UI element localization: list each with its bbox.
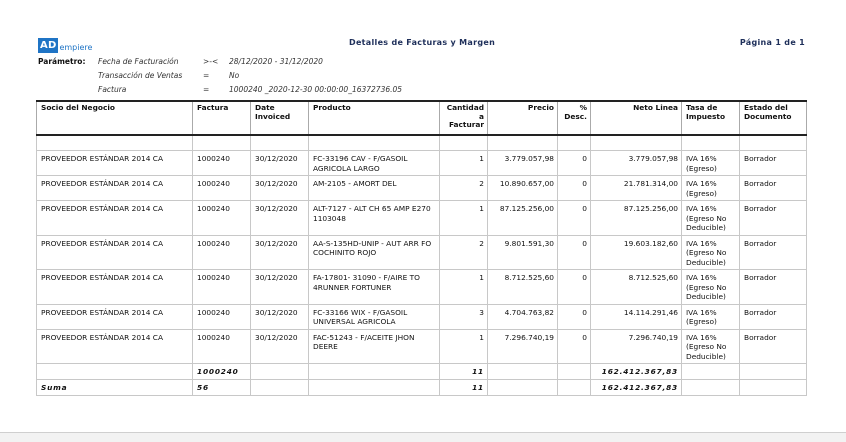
cell-precio: 7.296.740,19 bbox=[488, 329, 558, 364]
cell-descuento: 0 bbox=[558, 329, 591, 364]
sum-label: Suma bbox=[37, 380, 193, 396]
table-row bbox=[37, 151, 807, 176]
cell-neto: 19.603.182,60 bbox=[591, 235, 682, 270]
cell-descuento: 0 bbox=[558, 201, 591, 236]
table-header-row bbox=[37, 101, 807, 135]
cell-tasa: IVA 16% (Egreso No Deducible) bbox=[682, 201, 740, 236]
cell-descuento: 0 bbox=[558, 304, 591, 329]
cell-factura: 1000240 bbox=[193, 151, 251, 176]
cell-date: 30/12/2020 bbox=[251, 201, 309, 236]
cell-producto: AM-2105 - AMORT DEL bbox=[309, 176, 440, 201]
cell-empty bbox=[740, 364, 807, 380]
cell-estado: Borrador bbox=[740, 235, 807, 270]
table-row bbox=[37, 329, 807, 364]
cell-empty bbox=[558, 364, 591, 380]
cell-cantidad: 1 bbox=[440, 151, 488, 176]
cell-empty bbox=[309, 364, 440, 380]
logo-text: empiere bbox=[59, 42, 93, 52]
cell-descuento: 0 bbox=[558, 270, 591, 305]
cell-precio: 8.712.525,60 bbox=[488, 270, 558, 305]
cell-neto: 7.296.740,19 bbox=[591, 329, 682, 364]
adempiere-logo bbox=[38, 37, 92, 53]
parameter-row bbox=[38, 71, 518, 85]
cell-estado: Borrador bbox=[740, 304, 807, 329]
cell-tasa: IVA 16% (Egreso) bbox=[682, 304, 740, 329]
cell-factura: 1000240 bbox=[193, 201, 251, 236]
cell-socio: PROVEEDOR ESTÁNDAR 2014 CA bbox=[37, 235, 193, 270]
cell-tasa: IVA 16% (Egreso) bbox=[682, 176, 740, 201]
cell-socio: PROVEEDOR ESTÁNDAR 2014 CA bbox=[37, 151, 193, 176]
cell-cantidad: 2 bbox=[440, 176, 488, 201]
cell-producto: FC-33166 WIX - F/GASOIL UNIVERSAL AGRICOLA bbox=[309, 304, 440, 329]
parameter-name: Factura bbox=[98, 85, 127, 94]
column-header-tasa-impuesto: Tasa de Impuesto bbox=[682, 101, 740, 135]
cell-date: 30/12/2020 bbox=[251, 329, 309, 364]
cell-socio: PROVEEDOR ESTÁNDAR 2014 CA bbox=[37, 329, 193, 364]
cell-estado: Borrador bbox=[740, 201, 807, 236]
table-row bbox=[37, 270, 807, 305]
cell-descuento: 0 bbox=[558, 176, 591, 201]
column-header-descuento: % Desc. bbox=[558, 101, 591, 135]
sum-neto: 162.412.367,83 bbox=[591, 380, 682, 396]
cell-descuento: 0 bbox=[558, 235, 591, 270]
cell-neto: 21.781.314,00 bbox=[591, 176, 682, 201]
cell-empty bbox=[488, 380, 558, 396]
sum-cantidad: 11 bbox=[440, 380, 488, 396]
group-total-cantidad: 11 bbox=[440, 364, 488, 380]
cell-empty bbox=[309, 380, 440, 396]
cell-empty bbox=[740, 380, 807, 396]
cell-estado: Borrador bbox=[740, 176, 807, 201]
parameter-row bbox=[38, 85, 518, 99]
cell-factura: 1000240 bbox=[193, 329, 251, 364]
cell-empty bbox=[682, 380, 740, 396]
cell-neto: 87.125.256,00 bbox=[591, 201, 682, 236]
column-header-producto: Producto bbox=[309, 101, 440, 135]
cell-date: 30/12/2020 bbox=[251, 235, 309, 270]
page-number: Página 1 de 1 bbox=[739, 38, 805, 47]
sum-row bbox=[37, 380, 807, 396]
cell-producto: FAC-51243 - F/ACEITE JHON DEERE bbox=[309, 329, 440, 364]
cell-cantidad: 1 bbox=[440, 201, 488, 236]
invoice-detail-table bbox=[36, 100, 807, 396]
cell-estado: Borrador bbox=[740, 329, 807, 364]
cell-tasa: IVA 16% (Egreso No Deducible) bbox=[682, 235, 740, 270]
cell-cantidad: 1 bbox=[440, 329, 488, 364]
cell-empty bbox=[251, 364, 309, 380]
cell-empty bbox=[37, 364, 193, 380]
cell-socio: PROVEEDOR ESTÁNDAR 2014 CA bbox=[37, 270, 193, 305]
cell-estado: Borrador bbox=[740, 270, 807, 305]
column-header-estado: Estado del Documento bbox=[740, 101, 807, 135]
cell-date: 30/12/2020 bbox=[251, 176, 309, 201]
cell-neto: 3.779.057,98 bbox=[591, 151, 682, 176]
parameter-value: 28/12/2020 - 31/12/2020 bbox=[229, 57, 323, 66]
group-total-neto: 162.412.367,83 bbox=[591, 364, 682, 380]
table-row bbox=[37, 176, 807, 201]
cell-factura: 1000240 bbox=[193, 304, 251, 329]
logo-box: AD bbox=[40, 39, 57, 51]
cell-cantidad: 1 bbox=[440, 270, 488, 305]
report-title: Detalles de Facturas y Margen bbox=[349, 38, 496, 47]
cell-cantidad: 3 bbox=[440, 304, 488, 329]
cell-neto: 8.712.525,60 bbox=[591, 270, 682, 305]
cell-precio: 10.890.657,00 bbox=[488, 176, 558, 201]
cell-factura: 1000240 bbox=[193, 235, 251, 270]
cell-producto: FC-33196 CAV - F/GASOIL AGRICOLA LARGO bbox=[309, 151, 440, 176]
column-header-factura: Factura bbox=[193, 101, 251, 135]
cell-tasa: IVA 16% (Egreso) bbox=[682, 151, 740, 176]
sum-factura: 56 bbox=[193, 380, 251, 396]
cell-cantidad: 2 bbox=[440, 235, 488, 270]
column-header-precio: Precio bbox=[488, 101, 558, 135]
cell-neto: 14.114.291,46 bbox=[591, 304, 682, 329]
cell-tasa: IVA 16% (Egreso No Deducible) bbox=[682, 329, 740, 364]
column-header-neto-linea: Neto Linea bbox=[591, 101, 682, 135]
group-total-row bbox=[37, 364, 807, 380]
cell-producto: ALT-7127 - ALT CH 65 AMP E270 1103048 bbox=[309, 201, 440, 236]
parameters-label: Parámetro: bbox=[38, 57, 86, 66]
cell-tasa: IVA 16% (Egreso No Deducible) bbox=[682, 270, 740, 305]
spacer-row bbox=[37, 135, 807, 151]
cell-precio: 87.125.256,00 bbox=[488, 201, 558, 236]
cell-date: 30/12/2020 bbox=[251, 304, 309, 329]
cell-producto: AA-S-135HD-UNIP - AUT ARR FO COCHINITO ROJO bbox=[309, 235, 440, 270]
cell-date: 30/12/2020 bbox=[251, 270, 309, 305]
column-header-cantidad: Cantidad a Facturar bbox=[440, 101, 488, 135]
cell-empty bbox=[488, 364, 558, 380]
cell-estado: Borrador bbox=[740, 151, 807, 176]
cell-socio: PROVEEDOR ESTÁNDAR 2014 CA bbox=[37, 304, 193, 329]
cell-empty bbox=[682, 364, 740, 380]
table-row bbox=[37, 201, 807, 236]
table-row bbox=[37, 304, 807, 329]
parameters-block bbox=[38, 57, 518, 99]
group-total-factura: 1000240 bbox=[193, 364, 251, 380]
cell-precio: 3.779.057,98 bbox=[488, 151, 558, 176]
cell-empty bbox=[558, 380, 591, 396]
table-row bbox=[37, 235, 807, 270]
cell-precio: 4.704.763,82 bbox=[488, 304, 558, 329]
parameter-name: Transacción de Ventas bbox=[98, 71, 183, 80]
cell-descuento: 0 bbox=[558, 151, 591, 176]
cell-precio: 9.801.591,30 bbox=[488, 235, 558, 270]
cell-producto: FA-17801- 31090 - F/AIRE TO 4RUNNER FORTUNER bbox=[309, 270, 440, 305]
parameter-value: No bbox=[229, 71, 240, 80]
parameter-operator: = bbox=[203, 71, 210, 80]
parameter-operator: = bbox=[203, 85, 210, 94]
parameter-operator: >-< bbox=[203, 57, 219, 66]
parameter-value: 1000240 _2020-12-30 00:00:00_16372736.05 bbox=[229, 85, 403, 94]
cell-empty bbox=[251, 380, 309, 396]
column-header-socio: Socio del Negocio bbox=[37, 101, 193, 135]
cell-factura: 1000240 bbox=[193, 270, 251, 305]
parameter-row bbox=[38, 57, 518, 71]
cell-date: 30/12/2020 bbox=[251, 151, 309, 176]
column-header-date-invoiced: Date Invoiced bbox=[251, 101, 309, 135]
parameter-name: Fecha de Facturación bbox=[98, 57, 179, 66]
cell-socio: PROVEEDOR ESTÁNDAR 2014 CA bbox=[37, 176, 193, 201]
cell-factura: 1000240 bbox=[193, 176, 251, 201]
cell-socio: PROVEEDOR ESTÁNDAR 2014 CA bbox=[37, 201, 193, 236]
